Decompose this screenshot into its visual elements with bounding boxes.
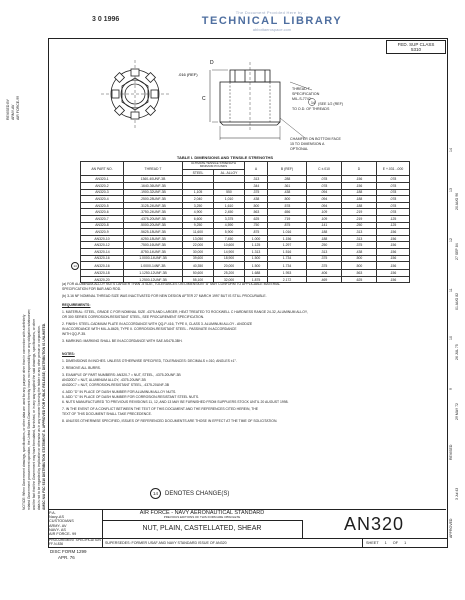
custodian-cell [48, 510, 103, 538]
revision-number: 13 [449, 188, 453, 192]
col-header-part: AN PART NO. [81, 162, 124, 176]
table-cell-c: .109 [307, 215, 342, 222]
note-line: 8. UNLESS OTHERWISE SPECIFIED, ISSUES OF REFERENCED DOCUMENTS ARE THOSE IN EFFECT AT THE TIME OF SOLICITATION. [62, 419, 278, 423]
table-cell-a: 1.875 [245, 276, 268, 283]
fed-sup-class-label: FED. SUP CLASS [397, 42, 435, 47]
table-cell-b: 1.516 [268, 248, 307, 255]
table-cell-thread: .8750-14UNF-3B [124, 248, 183, 255]
table-cell-al: 550 [214, 189, 245, 196]
revised-label: REVISED [449, 444, 453, 460]
table-cell-d: .219 [342, 215, 377, 222]
table-cell-e: .078 [377, 209, 410, 216]
table-cell-steel: 39,600 [183, 255, 214, 262]
corner-line: ARMY-AV [11, 104, 15, 120]
table-cell-al: 25,200 [214, 270, 245, 277]
table-cell-steel: 40,350 [183, 262, 214, 270]
change-marker-cell [70, 202, 81, 209]
table-cell-thread: 1.1250-12UNF-3B [124, 270, 183, 277]
procurement-label: PROCUREMENT SPECIFICATION [49, 538, 101, 542]
procurement-value: FF-N-836 [49, 541, 64, 546]
table-cell-al: 14,900 [214, 248, 245, 255]
table-cell-d: .188 [342, 202, 377, 209]
denotes-change-text: DENOTES CHANGE(S) [165, 490, 230, 497]
revision-date: 20 AUG 96 [455, 192, 459, 210]
table-cell-e: .125 [377, 222, 410, 229]
requirement-line: 1. MATERIAL: STEEL, GRADE C FOR NOMINAL SIZE .4375 AND LARGER, HEAT TREATED TO ROCKWELL C HARDNESS RANGE 24-32, ALUMINUM ALLOY, [62, 310, 308, 314]
table-row [70, 270, 410, 277]
requirements-section [62, 303, 308, 344]
left-margin-line: related Government procurement operation, the United States Government thereby incurs no responsibility nor any obligation whatsoever; [27, 308, 31, 510]
table-cell-d: .188 [342, 196, 377, 203]
revision-number: 12 [449, 238, 453, 242]
table-cell-a: .344 [245, 183, 268, 190]
note-line: 3. EXAMPLE OF PART NUMBERS: AN320-7 = NUT, STEEL, .4375-20UNF-3B [62, 373, 181, 377]
table-cell-al: 3,375 [214, 215, 245, 222]
corner-line: AIR FORCE-99 [16, 95, 20, 120]
note-line: TEXT OF THIS DOCUMENT SHALL TAKE PRECEDENCE. [62, 412, 152, 416]
thread-note [292, 87, 343, 111]
left-margin-line: AMSC N/A FSC 5310 DISTRIBUTION STATEMENT A. APPROVED FOR PUBLIC RELEASE; DISTRIBUTION IS UNLIMITED. [42, 322, 46, 510]
notes-section [62, 352, 288, 424]
table-cell-e: .156 [377, 270, 410, 277]
note-line: 7. IN THE EVENT OF A CONFLICT BETWEEN THE TEXT OF THIS DOCUMENT AND THE REFERENCES CITED HEREIN, THE [62, 407, 259, 411]
table-cell-steel: 50,600 [183, 270, 214, 277]
table-cell-c: .078 [307, 176, 342, 183]
table-cell-c: .109 [307, 209, 342, 216]
footnotes [62, 282, 280, 299]
table-cell-c: .406 [307, 270, 342, 277]
table-cell-c: .469 [307, 276, 342, 283]
table-cell-thread: 1.0000-14UNF-3B [124, 255, 183, 262]
note-line: 6. NUTS MANUFACTURED TO PREVIOUS REVISIONS 11, 12, AND 13 MAY BE FURNISHED FROM SUPPLIERS STOCK UNTIL 20 AUGUST 1998. [62, 400, 289, 404]
standard-title: AIR FORCE - NAVY AERONAUTICAL STANDARD [139, 510, 265, 516]
form-number: DISC FORM 1299 [50, 549, 87, 554]
table-cell-e: .078 [377, 189, 410, 196]
change-marker-cell [70, 229, 81, 236]
table-cell-thread: .1640-36UNF-3B [124, 183, 183, 190]
table-cell-a: 1.313 [245, 248, 268, 255]
table-cell-a: 1.125 [245, 242, 268, 249]
left-margin-corner [6, 60, 20, 130]
table-cell-c: .094 [307, 189, 342, 196]
revision-number: 11 [449, 288, 453, 292]
footnote-line: (a) FOR ALUMINUM-ALLOY NUTS LARGER THAN -5 SIZE, TOLERANCES ON DIMENSION "A" MAY CONFORM TO APPLICABLE MATERIAL [62, 282, 281, 286]
col-header-e: E +.031 -.000 [377, 162, 410, 176]
col-header-thread: THREAD T [124, 162, 183, 176]
table-row [70, 242, 410, 249]
table-cell-part: AN320-5 [81, 202, 124, 209]
footnote-line: (b) 3-16 NF NOMINAL THREAD SIZE WAS INACTIVATED FOR NEW DESIGN AFTER 27 MARCH 1997 BUT IS STILL PROCURABLE. [62, 294, 267, 298]
watermark-title: TECHNICAL LIBRARY [201, 15, 343, 27]
thread-note-line: TO O.D. OF THREADS [292, 107, 330, 111]
pa-label: P.A. [49, 511, 56, 515]
note-line: 1. DIMENSIONS IN INCHES. UNLESS OTHERWISE SPECIFIED, TOLERANCES: DECIMALS ±.010, ANGLES ±1°. [62, 359, 237, 363]
table-cell-d: .500 [342, 255, 377, 262]
table-cell-d: .156 [342, 183, 377, 190]
thread-note-line: SPECIFICATION [292, 92, 320, 96]
col-header-d: D [342, 162, 377, 176]
requirement-line: 2. FINISH: STEEL-CADMIUM PLATE IN ACCORDANCE WITH QQ-P-416, TYPE II, CLASS 3. ALUMINUM ALLOY - ANODIZE [62, 322, 253, 326]
requirement-line: IN ACCORDANCE WITH MIL-A-8625, TYPE II. CORROSION-RESISTANT STEEL - PASSIVATE IN ACCORDANCE [62, 327, 237, 331]
change-marker-cell [70, 248, 81, 255]
table-cell-steel: 9,250 [183, 222, 214, 229]
chamfer-note-line: OPTIONAL [290, 147, 309, 151]
custodian-entry: ARMY- AV [49, 523, 67, 528]
table-cell-a: .313 [245, 176, 268, 183]
table-cell-a: .375 [245, 189, 268, 196]
table-row [70, 196, 410, 203]
table-cell-al [214, 176, 245, 183]
table-row [70, 189, 410, 196]
note-line: 4. ADD "D" IN PLACE OF DASH NUMBER FOR ALUMINUM ALLOY NUTS. [62, 390, 177, 394]
table-cell-b: 1.734 [268, 255, 307, 262]
nut-drawing [60, 40, 380, 155]
chamfer-note-line: CHAMFER ON BOTTOM FACE [290, 137, 341, 141]
change-marker-cell [70, 209, 81, 216]
callout-d: D [210, 60, 214, 66]
change-marker-cell [70, 183, 81, 190]
table-cell-d: .438 [342, 248, 377, 255]
change-marker-cell [70, 262, 81, 270]
custodians-label: CUSTODIANS [49, 519, 74, 524]
sheet-value: 1 [384, 541, 387, 545]
table-cell-b: 1.297 [268, 242, 307, 249]
table-cell-part: AN320-14 [81, 248, 124, 255]
callout-c: C [202, 96, 206, 102]
custodian-entry: NAVY- AS [49, 527, 66, 532]
change-marker-cell [70, 255, 81, 262]
chamfer-note-line: 15 TO DIMENSION A [290, 142, 325, 146]
table-cell-e: .078 [377, 183, 410, 190]
table-cell-c: .250 [307, 242, 342, 249]
change-marker-cell [70, 215, 81, 222]
table-cell-al: 10,600 [214, 242, 245, 249]
revision-number: 10 [449, 336, 453, 340]
table-cell-b: 1.016 [268, 229, 307, 236]
table-cell-thread: .6250-18UNF-3B [124, 235, 183, 242]
table-cell-al [214, 183, 245, 190]
table-cell-e: .078 [377, 196, 410, 203]
table-cell-thread: .2500-28UNF-3B [124, 196, 183, 203]
table-row [70, 183, 410, 190]
thread-note-line: (SEE 1/2 (REF) [318, 102, 343, 106]
pa-value: Navy-AS [49, 515, 64, 520]
table-cell-c: .313 [307, 248, 342, 255]
table-cell-al: 1,610 [214, 202, 245, 209]
mark-col-header [70, 162, 81, 176]
part-title-cell [102, 520, 303, 538]
doc-number-cell [302, 510, 446, 538]
table-cell-b: .875 [268, 222, 307, 229]
change-marker-icon: 14 [150, 488, 161, 499]
table-cell-steel: 4,900 [183, 209, 214, 216]
table-cell-d: .625 [342, 276, 377, 283]
revision-number: 14 [449, 148, 453, 152]
col-header-al-alloy: AL. ALLOY [214, 169, 245, 176]
form-id [50, 549, 87, 560]
table-row [70, 176, 410, 183]
table-title: TABLE I. DIMENSIONS AND TENSILE STRENGTHS [176, 155, 274, 160]
table-cell-thread: 1.0000-14NF-3B [124, 262, 183, 270]
doc-number: AN320 [343, 514, 405, 534]
note-line: AN320C7 = NUT, CORROSION-RESISTANT STEEL, .4375-20UNF-3B [62, 383, 169, 387]
table-cell-e: .078 [377, 176, 410, 183]
right-margin-revisions [447, 60, 461, 550]
table-cell-c: .094 [307, 202, 342, 209]
table-cell-part: AN320-7 [81, 215, 124, 222]
requirement-line: OR 300 SERIES CORROSION-RESISTANT STEEL, SEE PROCUREMENT SPECIFICATION. [62, 315, 205, 319]
table-cell-steel: 3,250 [183, 202, 214, 209]
left-margin-line: NOTICE: When Government drawings, specifications, or other data are used for any purpose other than in connection with a definitely [22, 314, 26, 510]
table-cell-e: .156 [377, 248, 410, 255]
part-title: NUT, PLAIN, CASTELLATED, SHEAR [142, 525, 262, 532]
table-cell-d: .563 [342, 270, 377, 277]
note-line: 5. ADD "C" IN PLACE OF DASH NUMBER FOR CORROSION-RESISTANT STEEL NUTS. [62, 395, 200, 399]
table-cell-steel: 6,600 [183, 215, 214, 222]
table-cell-part: AN320-10 [81, 235, 124, 242]
table-cell-al: 2,450 [214, 209, 245, 216]
table-cell-b: .288 [268, 176, 307, 183]
table-cell-a: 1.500 [245, 262, 268, 270]
table-cell-b: 1.734 [268, 262, 307, 270]
table-cell-part: AN320-6 [81, 209, 124, 216]
table-cell-b: .361 [268, 183, 307, 190]
table-cell-c: .375 [307, 255, 342, 262]
note-line: 2. REMOVE ALL BURRS. [62, 366, 101, 370]
table-row [70, 209, 410, 216]
of-value: 1 [404, 541, 407, 545]
corner-line: REVISED BY [6, 98, 10, 120]
table-row [70, 229, 410, 236]
table-cell-d: .375 [342, 242, 377, 249]
table-cell-b: 2.172 [268, 276, 307, 283]
approved-date: 3 Jul 43 [455, 487, 459, 500]
table-cell-part: AN320-8 [81, 222, 124, 229]
table-cell-steel: 30,000 [183, 248, 214, 255]
table-cell-thread: 1360-40UNF-3B [124, 176, 183, 183]
supersedes-cell [102, 538, 362, 548]
table-cell-a: .875 [245, 229, 268, 236]
callout-change-marker: 14 [311, 101, 315, 105]
table-cell-part: AN320-1 [81, 176, 124, 183]
table-cell-d: .250 [342, 222, 377, 229]
table-cell-b: 1.156 [268, 235, 307, 242]
revision-date: 01 AUG 82 [455, 292, 459, 310]
table-cell-steel: 2,040 [183, 196, 214, 203]
table-cell-al: 32,000 [214, 276, 245, 283]
sheet-label: SHEET [366, 541, 379, 545]
fed-sup-class-box [386, 40, 446, 54]
callout-ref: .016 (REF) [178, 72, 198, 77]
requirement-line: 3. MARKING: MARKING SHALL BE IN ACCORDANCE WITH SAE AS478-3BH. [62, 339, 183, 343]
table-cell-e: .156 [377, 242, 410, 249]
change-marker-cell [70, 176, 81, 183]
table-row [70, 248, 410, 255]
col-header-c: C ±.010 [307, 162, 342, 176]
table-cell-thread: .1900-32UNF-3B [124, 189, 183, 196]
table-cell-al: 4,590 [214, 222, 245, 229]
dimensions-table [70, 161, 410, 283]
table-cell-e: .078 [377, 202, 410, 209]
table-row [70, 255, 410, 262]
sheet-cell [362, 538, 447, 548]
notes-heading: NOTES: [62, 352, 75, 356]
custodian-entry: AIR FORCE- 99 [49, 532, 77, 537]
table-cell-thread: .3125-24UNF-3B [124, 202, 183, 209]
table-row [70, 215, 410, 222]
table-cell-part: AN320-9 [81, 229, 124, 236]
change-marker-cell [70, 242, 81, 249]
table-cell-part: AN320-12 [81, 242, 124, 249]
col-header-steel: STEEL [183, 169, 214, 176]
revision-date: 26 JUL 75 [455, 344, 459, 360]
table-cell-al: 18,900 [214, 255, 245, 262]
revision-number: 9 [449, 388, 453, 390]
table-cell-c: .078 [307, 183, 342, 190]
revision-date: 27 SEP 84 [455, 243, 459, 260]
table-cell-steel: 22,000 [183, 242, 214, 249]
table-cell-steel: 1,105 [183, 189, 214, 196]
table-cell-thread: .5000-20UNF-3B [124, 222, 183, 229]
table-cell-d: .313 [342, 235, 377, 242]
change-marker-cell [70, 270, 81, 277]
table-cell-al: 1,010 [214, 196, 245, 203]
table-cell-d: .156 [342, 176, 377, 183]
table-cell-part: AN320-20 [81, 276, 124, 283]
table-cell-steel: 13,050 [183, 235, 214, 242]
change-marker-cell [70, 196, 81, 203]
table-cell-e: .125 [377, 215, 410, 222]
requirement-line: WITH QQ-P-35. [62, 332, 87, 336]
left-margin-line: and the fact that the Government may have formulated, furnished, or in any way supplied the said drawings, specifications, or other [32, 318, 36, 510]
table-cell-c: .141 [307, 222, 342, 229]
table-cell-b: .719 [268, 215, 307, 222]
table-cell-c: .188 [307, 235, 342, 242]
date-stamp: 3 0 1996 [92, 16, 120, 23]
left-margin-line: data is not to be regarded by implication or otherwise as in any manner licensing the holder or any other person or corporation. [37, 325, 41, 510]
table-cell-b: .500 [268, 196, 307, 203]
table-cell-part: AN320-3 [81, 189, 124, 196]
table-row [70, 235, 410, 242]
chamfer-note [290, 137, 341, 151]
col-header-a: A [245, 162, 268, 176]
thread-note-line: MIL-S-7742 [292, 97, 311, 101]
table-cell-part: AN320-16 [81, 262, 124, 270]
table-cell-d: .313 [342, 229, 377, 236]
nut-side-view [210, 62, 316, 140]
table-cell-b: .438 [268, 189, 307, 196]
change-marker-cell [70, 189, 81, 196]
table-cell-a: .500 [245, 202, 268, 209]
table-cell-steel: 11,600 [183, 229, 214, 236]
approved-label: APPROVED [449, 518, 453, 538]
left-margin-notices [20, 40, 46, 520]
table-cell-steel [183, 183, 214, 190]
revision-date: 29 MAY 72 [455, 403, 459, 420]
table-cell-a: 1.500 [245, 255, 268, 262]
table-row [70, 262, 410, 270]
table-cell-c: .375 [307, 262, 342, 270]
table-cell-thread: 1.2500-12UNF-3B [124, 276, 183, 283]
table-cell-thread: .5625-18UNF-3B [124, 229, 183, 236]
table-cell-b: 1.953 [268, 270, 307, 277]
nut-top-view [101, 60, 169, 128]
table-cell-al: 20,000 [214, 262, 245, 270]
of-label: OF [392, 541, 399, 545]
thread-note-line: THREAD T [292, 87, 310, 91]
table-cell-a: 1.688 [245, 270, 268, 277]
table-cell-part: AN320-18 [81, 270, 124, 277]
table-cell-al: 7,450 [214, 235, 245, 242]
table-cell-al: 5,900 [214, 229, 245, 236]
fed-sup-class-value: 5310 [410, 47, 421, 52]
table-cell-e: .156 [377, 229, 410, 236]
denotes-change [150, 488, 229, 499]
watermark-header [172, 10, 372, 32]
table-cell-b: .578 [268, 202, 307, 209]
standard-sub: PREVIOUS EDITIONS OF THIS FORM ARE OBSOLETE [163, 515, 241, 519]
form-date: APR. 76 [58, 554, 75, 560]
table-row [70, 222, 410, 229]
table-cell-c: .188 [307, 229, 342, 236]
watermark-tagline: The Document Provided Here by ... [235, 10, 309, 15]
table-cell-c: .094 [307, 196, 342, 203]
table-cell-e: .156 [377, 276, 410, 283]
watermark-url: abbottaerospace.com [252, 27, 292, 32]
table-cell-e: .156 [377, 255, 410, 262]
change-marker-cell [70, 235, 81, 242]
table-cell-thread: .7500-16UNF-3B [124, 242, 183, 249]
table-cell-e: .156 [377, 262, 410, 270]
change-marker-cell [70, 222, 81, 229]
table-cell-d: .500 [342, 262, 377, 270]
note-line: AN320D7 = NUT, ALUMINUM ALLOY, .4375-20UNF-3B [62, 378, 146, 382]
table-cell-a: 1.000 [245, 235, 268, 242]
table-cell-part: AN320-16 [81, 255, 124, 262]
table-cell-d: .188 [342, 189, 377, 196]
table-cell-a: .625 [245, 215, 268, 222]
table-cell-a: .750 [245, 222, 268, 229]
table-cell-part: AN320-2 [81, 183, 124, 190]
change-marker-icon: 14 [71, 262, 79, 270]
table-cell-e: .156 [377, 235, 410, 242]
table-cell-b: .656 [268, 209, 307, 216]
footnote-line: SPECIFICATION FOR BAR AND ROD. [62, 287, 122, 291]
supersedes-text: SUPERSEDES: FORMER USAF AND NAVY STANDARD ISSUE OF AN320 [105, 541, 227, 545]
table-cell-a: .563 [245, 209, 268, 216]
col-header-b: B (REF) [268, 162, 307, 176]
table-cell-part: AN320-4 [81, 196, 124, 203]
table-cell-steel: 55,100 [183, 276, 214, 283]
table-cell-steel [183, 176, 214, 183]
col-header-tensile: ULTIMATE TENSILE STRENGTH MINIMUM POUNDS [183, 162, 245, 170]
table-cell-a: .438 [245, 196, 268, 203]
table-row [70, 202, 410, 209]
table-cell-thread: .4375-20UNF-3B [124, 215, 183, 222]
procurement-cell [48, 538, 103, 548]
table-cell-thread: .3750-24UNF-3B [124, 209, 183, 216]
table-cell-d: .219 [342, 209, 377, 216]
title-block [48, 509, 446, 547]
requirements-heading: REQUIREMENTS: [62, 303, 91, 307]
